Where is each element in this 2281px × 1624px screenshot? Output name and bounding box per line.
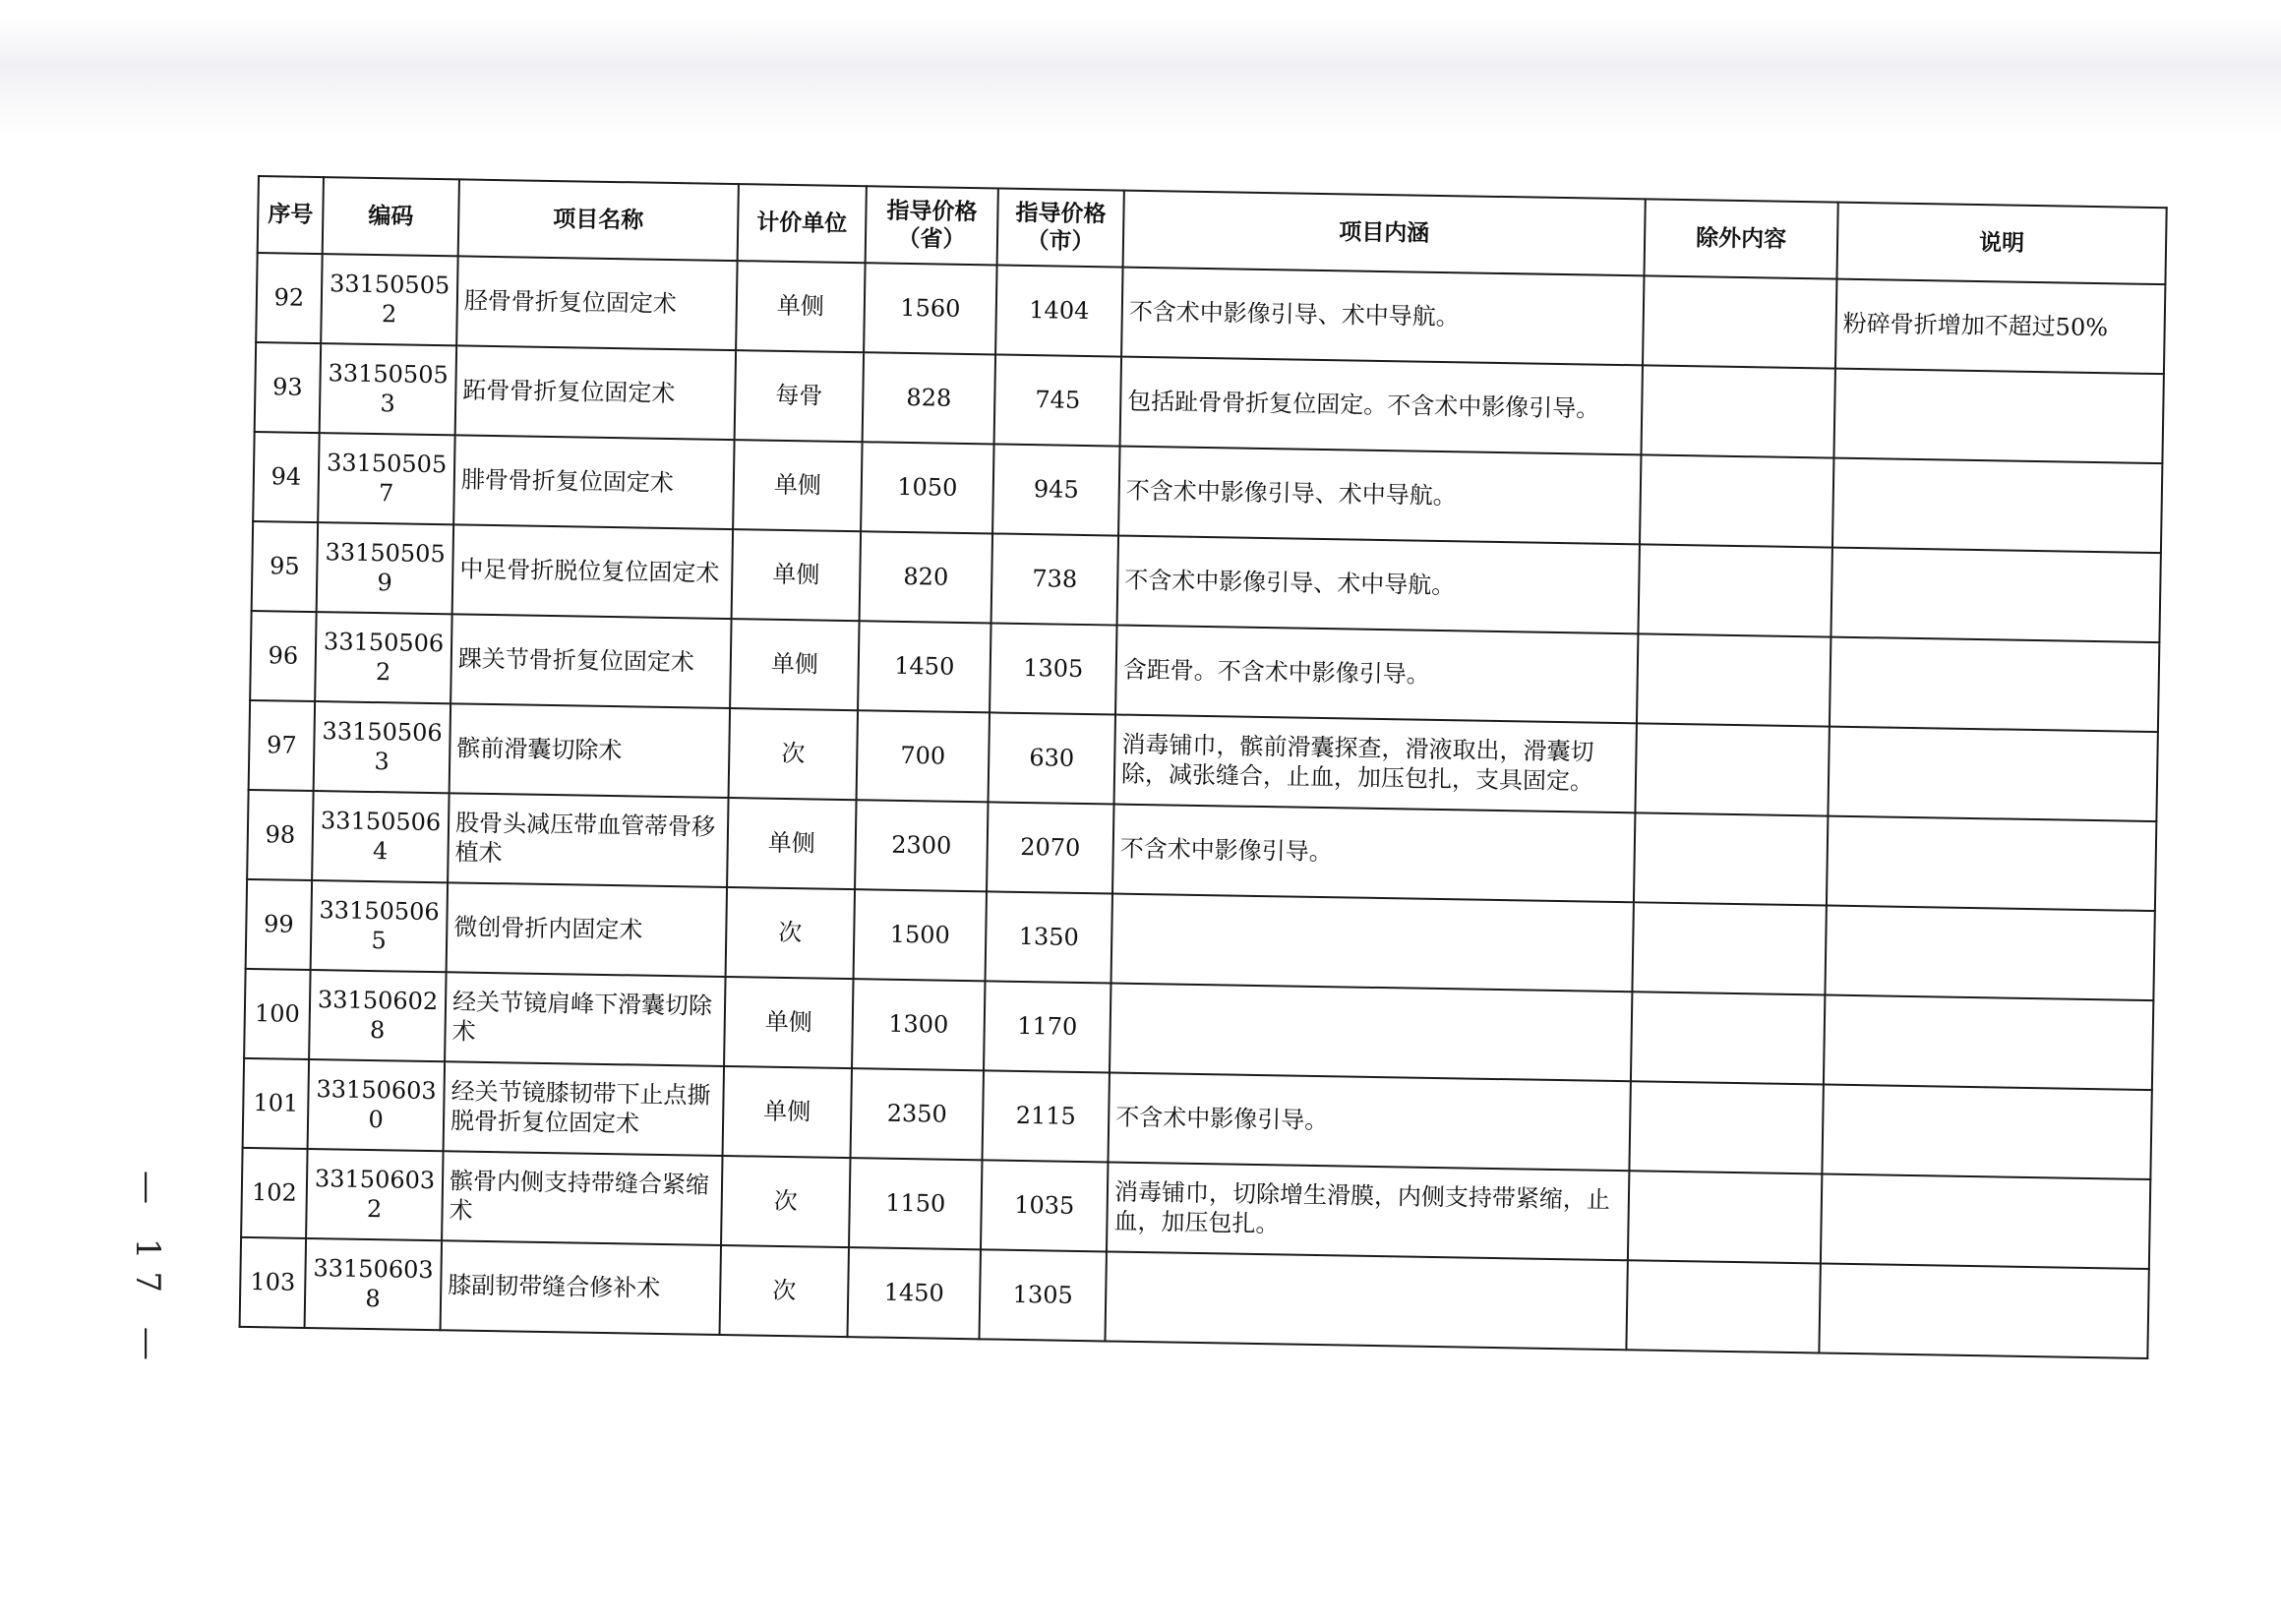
- cell-seq: 92: [256, 253, 322, 343]
- cell-name: 经关节镜肩峰下滑囊切除术: [445, 972, 725, 1066]
- cell-price-prov: 700: [857, 710, 990, 802]
- cell-unit: 单侧: [727, 798, 856, 889]
- cell-content: 含距骨。不含术中影像引导。: [1115, 626, 1638, 724]
- cell-content: 不含术中影像引导、术中导航。: [1121, 268, 1644, 366]
- cell-exclusion: [1631, 992, 1825, 1084]
- cell-unit: 每骨: [735, 350, 864, 442]
- cell-code: 331506028: [309, 970, 446, 1061]
- cell-unit: 单侧: [730, 619, 859, 710]
- cell-exclusion: [1632, 902, 1826, 994]
- header-name: 项目名称: [458, 179, 739, 261]
- cell-exclusion: [1635, 723, 1829, 815]
- cell-name: 胫骨骨折复位固定术: [456, 256, 737, 350]
- cell-name: 跖骨骨折复位固定术: [455, 345, 736, 440]
- cell-name: 髌前滑囊切除术: [450, 703, 730, 798]
- cell-note: [1825, 906, 2154, 1001]
- cell-content: [1110, 894, 1633, 992]
- cell-code: 331505063: [314, 701, 450, 793]
- cell-exclusion: [1637, 633, 1831, 726]
- cell-code: 331506030: [308, 1059, 445, 1151]
- cell-seq: 93: [255, 342, 321, 433]
- cell-name: 腓骨骨折复位固定术: [453, 435, 734, 529]
- cell-note: [1827, 816, 2156, 912]
- cell-unit: 单侧: [723, 1066, 852, 1158]
- cell-note: [1819, 1263, 2148, 1358]
- cell-content: 不含术中影像引导、术中导航。: [1118, 447, 1641, 545]
- cell-unit: 次: [720, 1245, 849, 1337]
- cell-seq: 98: [247, 790, 313, 880]
- cell-exclusion: [1626, 1260, 1820, 1353]
- cell-note: [1831, 548, 2160, 643]
- cell-price-city: 1170: [984, 981, 1110, 1072]
- cell-code: 331505064: [312, 791, 449, 882]
- cell-note: [1833, 369, 2163, 464]
- cell-price-prov: 1300: [852, 979, 985, 1070]
- cell-price-city: 2070: [987, 802, 1113, 893]
- cell-price-prov: 1050: [861, 442, 993, 533]
- header-price-city: 指导价格（市）: [997, 188, 1124, 267]
- cell-unit: 单侧: [724, 977, 853, 1068]
- cell-exclusion: [1634, 812, 1828, 905]
- cell-price-prov: 820: [860, 531, 992, 623]
- cell-price-city: 1035: [981, 1160, 1108, 1251]
- cell-price-prov: 2300: [855, 800, 988, 891]
- cell-price-city: 738: [991, 533, 1118, 625]
- cell-price-city: 1305: [979, 1249, 1106, 1341]
- cell-code: 331505053: [320, 343, 456, 435]
- cell-content: 不含术中影像引导。: [1112, 805, 1635, 903]
- cell-price-prov: 1450: [858, 621, 990, 712]
- cell-unit: 单侧: [733, 440, 862, 531]
- cell-unit: 次: [729, 708, 858, 800]
- cell-seq: 101: [243, 1058, 309, 1149]
- cell-content: [1110, 983, 1632, 1081]
- cell-exclusion: [1628, 1171, 1822, 1263]
- cell-price-city: 945: [992, 444, 1119, 535]
- cell-name: 股骨头减压带血管蒂骨移植术: [448, 793, 728, 887]
- cell-seq: 102: [241, 1148, 307, 1238]
- cell-name: 经关节镜膝韧带下止点撕脱骨折复位固定术: [444, 1061, 724, 1156]
- page-number: — 17 —: [128, 1171, 167, 1372]
- cell-price-city: 1404: [995, 265, 1122, 356]
- cell-exclusion: [1640, 454, 1833, 547]
- cell-price-city: 630: [989, 712, 1115, 804]
- cell-note: [1828, 727, 2157, 822]
- cell-seq: 100: [244, 969, 310, 1059]
- cell-note: 粉碎骨折增加不超过50%: [1835, 279, 2165, 375]
- cell-unit: 次: [721, 1156, 850, 1247]
- cell-code: 331505057: [318, 433, 454, 524]
- cell-price-city: 1350: [986, 891, 1112, 983]
- cell-name: 微创骨折内固定术: [447, 882, 727, 977]
- cell-name: 中足骨折脱位复位固定术: [452, 524, 733, 619]
- cell-exclusion: [1643, 275, 1836, 368]
- cell-code: 331506032: [306, 1149, 443, 1240]
- header-price-prov: 指导价格（省）: [866, 186, 998, 265]
- cell-seq: 97: [249, 700, 315, 791]
- cell-content: [1105, 1251, 1627, 1350]
- cell-price-prov: 828: [863, 352, 995, 444]
- cell-code: 331505059: [317, 522, 453, 614]
- cell-name: 踝关节骨折复位固定术: [450, 614, 731, 708]
- cell-note: [1822, 1085, 2151, 1180]
- price-table: [239, 175, 2168, 1359]
- cell-unit: 单侧: [732, 529, 861, 621]
- cell-content: 不含术中影像引导。: [1108, 1072, 1630, 1171]
- cell-note: [1824, 995, 2153, 1091]
- cell-price-prov: 1560: [864, 263, 996, 354]
- cell-note: [1830, 637, 2159, 733]
- header-exclusion: 除外内容: [1644, 199, 1837, 278]
- header-note: 说明: [1836, 203, 2166, 285]
- header-unit: 计价单位: [738, 184, 867, 263]
- cell-price-city: 745: [994, 354, 1121, 446]
- price-table-container: [238, 175, 2166, 1397]
- cell-note: [1821, 1174, 2150, 1270]
- cell-content: 消毒铺巾，髌前滑囊探查，滑液取出，滑囊切除，减张缝合，止血，加压包扎，支具固定。: [1114, 715, 1637, 813]
- cell-content: 不含术中影像引导、术中导航。: [1117, 536, 1640, 634]
- cell-price-prov: 1450: [847, 1247, 980, 1339]
- scan-shading: [0, 18, 2281, 136]
- cell-content: 包括趾骨骨折复位固定。不含术中影像引导。: [1120, 357, 1643, 455]
- cell-unit: 次: [726, 887, 855, 979]
- cell-price-city: 1305: [990, 623, 1116, 714]
- cell-seq: 99: [246, 879, 312, 970]
- cell-code: 331505065: [311, 880, 448, 972]
- header-code: 编码: [323, 177, 459, 256]
- cell-code: 331506038: [305, 1238, 442, 1330]
- header-seq: 序号: [258, 176, 324, 254]
- cell-content: 消毒铺巾，切除增生滑膜，内侧支持带紧缩，止血，加压包扎。: [1107, 1162, 1629, 1260]
- cell-price-city: 2115: [982, 1070, 1109, 1162]
- cell-seq: 94: [253, 432, 319, 522]
- cell-exclusion: [1629, 1081, 1823, 1173]
- cell-price-prov: 2350: [851, 1068, 984, 1160]
- cell-exclusion: [1638, 544, 1831, 636]
- cell-code: 331505052: [321, 254, 457, 345]
- cell-name: 膝副韧带缝合修补术: [441, 1240, 721, 1335]
- cell-seq: 103: [240, 1237, 306, 1328]
- cell-exclusion: [1641, 365, 1834, 457]
- cell-name: 髌骨内侧支持带缝合紧缩术: [442, 1151, 722, 1245]
- cell-price-prov: 1500: [854, 889, 987, 981]
- cell-note: [1832, 458, 2162, 554]
- cell-seq: 96: [250, 611, 316, 701]
- cell-seq: 95: [252, 521, 318, 612]
- cell-unit: 单侧: [736, 261, 865, 352]
- cell-price-prov: 1150: [849, 1158, 982, 1249]
- header-content: 项目内涵: [1123, 191, 1646, 276]
- cell-code: 331505062: [315, 612, 451, 703]
